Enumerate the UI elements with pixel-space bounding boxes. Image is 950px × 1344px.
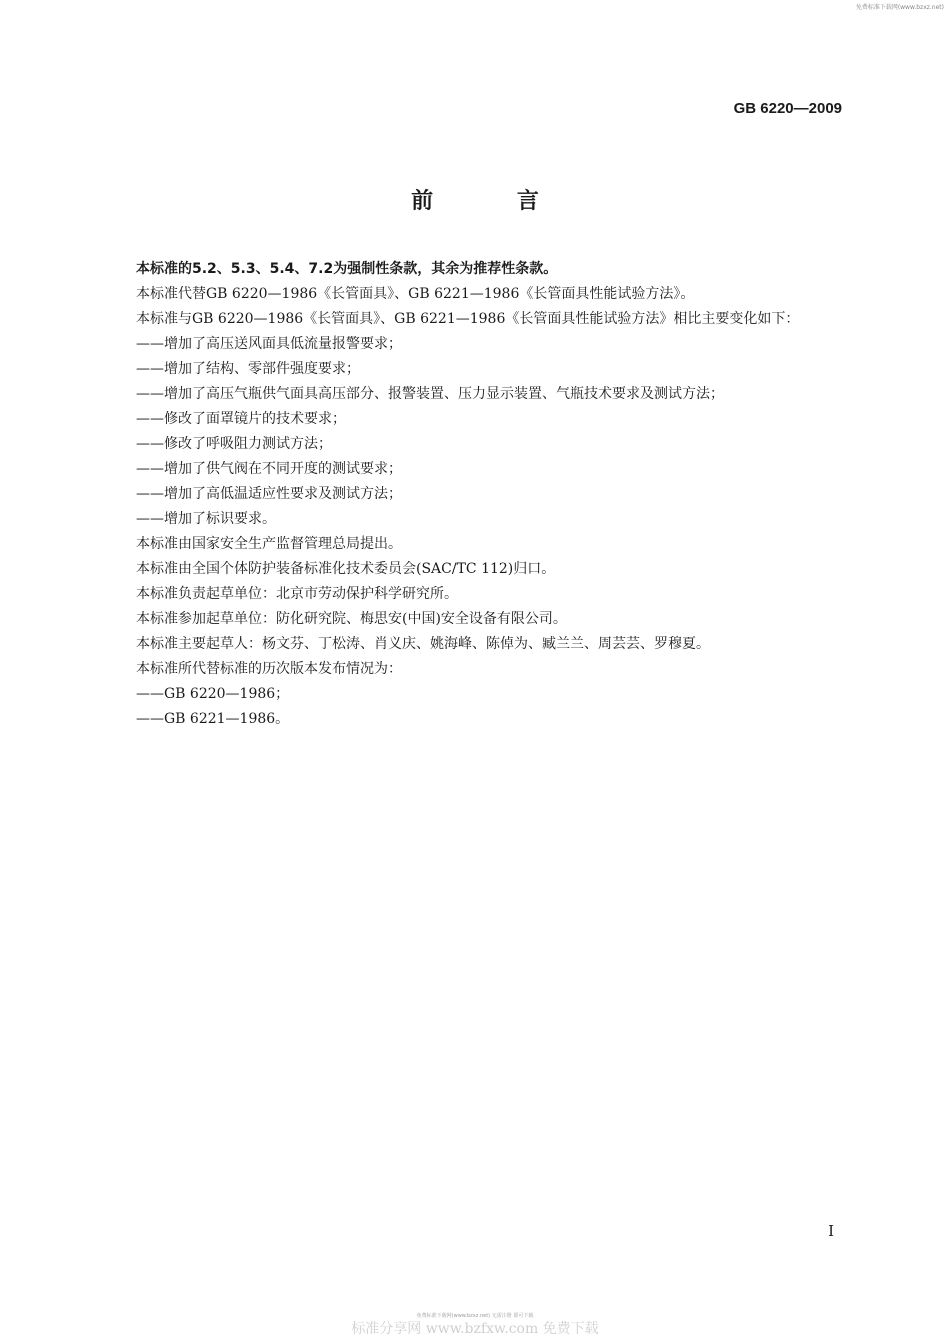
page-title: 前 言 (411, 189, 577, 214)
participating-drafter-paragraph: 本标准参加起草单位：防化研究院、梅思安(中国)安全设备有限公司。 (136, 611, 567, 627)
corner-note: 免费标准下载网(www.bzxz.net) (855, 4, 944, 11)
list-item: ——增加了高压送风面具低流量报警要求； (136, 336, 402, 352)
proposer-paragraph: 本标准由国家安全生产监督管理总局提出。 (136, 536, 402, 552)
mandatory-clause-paragraph: 本标准的5.2、5.3、5.4、7.2为强制性条款，其余为推荐性条款。 (136, 261, 558, 277)
changes-list (108, 332, 846, 532)
standard-code: GB 6220—2009 (733, 100, 842, 117)
replaces-paragraph: 本标准代替GB 6220—1986《长管面具》、GB 6221—1986《长管面具性能试验方法》。 (136, 286, 695, 302)
history-intro-paragraph: 本标准所代替标准的历次版本发布情况为： (136, 661, 402, 677)
page-number: I (828, 1222, 834, 1240)
list-item: ——GB 6220—1986； (136, 686, 290, 702)
list-item: ——增加了标识要求。 (136, 511, 276, 527)
footer-small-text: 免费标准下载网(www.bzxz.net) 无需注册 即可下载 (416, 1313, 534, 1319)
document-body (108, 257, 846, 732)
list-item: ——增加了高压气瓶供气面具高压部分、报警装置、压力显示装置、气瓶技术要求及测试方法； (136, 386, 724, 402)
list-item: ——修改了面罩镜片的技术要求； (136, 411, 346, 427)
list-item: ——增加了高低温适应性要求及测试方法； (136, 486, 402, 502)
list-item: ——增加了供气阀在不同开度的测试要求； (136, 461, 402, 477)
comparison-paragraph: 本标准与GB 6220—1986《长管面具》、GB 6221—1986《长管面具性能试验方法》相比主要变化如下： (136, 311, 800, 327)
footer-watermark: 标准分享网 www.bzfxw.com 免费下载 (351, 1321, 599, 1337)
list-item: ——GB 6221—1986。 (136, 711, 290, 727)
lead-drafter-paragraph: 本标准负责起草单位：北京市劳动保护科学研究所。 (136, 586, 458, 602)
committee-paragraph: 本标准由全国个体防护装备标准化技术委员会(SAC/TC 112)归口。 (136, 561, 556, 577)
history-list (108, 682, 846, 732)
list-item: ——修改了呼吸阻力测试方法； (136, 436, 332, 452)
list-item: ——增加了结构、零部件强度要求； (136, 361, 360, 377)
drafters-paragraph: 本标准主要起草人：杨文芬、丁松涛、肖义庆、姚海峰、陈倬为、臧兰兰、周芸芸、罗穆夏。 (136, 636, 710, 652)
